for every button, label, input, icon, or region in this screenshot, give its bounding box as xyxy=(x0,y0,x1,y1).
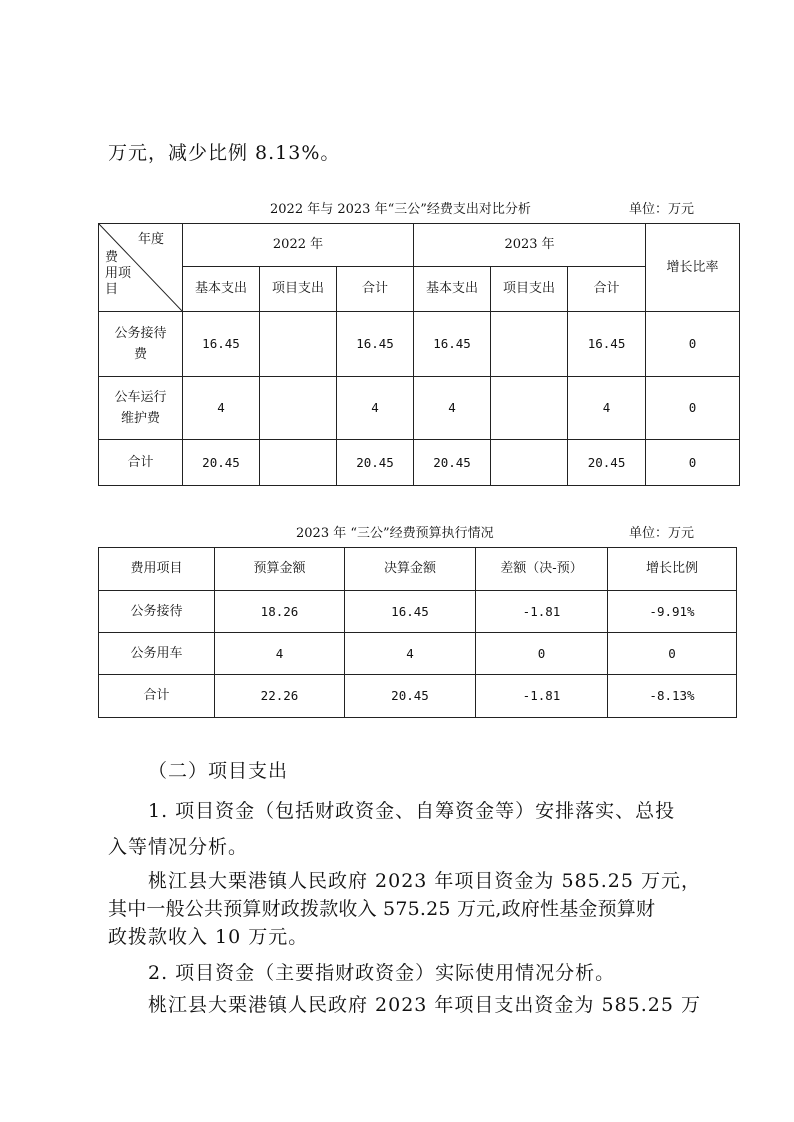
table-cell: 20.45 xyxy=(337,440,414,486)
table1-year-2023-header: 2023 年 xyxy=(414,224,646,267)
table-cell: 4 xyxy=(337,377,414,440)
paragraph-item1: 1. 项目资金（包括财政资金、自筹资金等）安排落实、总投 xyxy=(148,800,676,822)
table2-header: 决算金额 xyxy=(345,548,476,591)
three-public-comparison-table xyxy=(98,223,740,486)
table-cell xyxy=(260,440,337,486)
row-label: 公车运行 维护费 xyxy=(99,377,183,440)
row-label: 合计 xyxy=(99,440,183,486)
table2-header: 差额（决-预） xyxy=(476,548,608,591)
table-row xyxy=(99,312,740,377)
table-cell: 16.45 xyxy=(345,591,476,633)
table1-subheader: 项目支出 xyxy=(260,267,337,312)
table-cell: 20.45 xyxy=(568,440,646,486)
table-cell: 0 xyxy=(646,312,740,377)
table1-growth-header: 增长比率 xyxy=(646,224,740,312)
table2-title: 2023 年 “三公”经费预算执行情况 xyxy=(296,526,494,541)
table-cell: 16.45 xyxy=(568,312,646,377)
table1-subheader: 项目支出 xyxy=(491,267,568,312)
table-cell xyxy=(491,312,568,377)
paragraph-project-funds-line2: 其中一般公共预算财政拨款收入 575.25 万元,政府性基金预算财 xyxy=(108,898,656,920)
table2-header: 费用项目 xyxy=(99,548,215,591)
table-cell xyxy=(260,312,337,377)
table1-subheader: 合计 xyxy=(568,267,646,312)
table-cell: -9.91% xyxy=(608,591,737,633)
table-row xyxy=(99,377,740,440)
table-cell: 16.45 xyxy=(337,312,414,377)
paragraph-item1-continued: 入等情况分析。 xyxy=(108,836,249,858)
row-label: 公务用车 xyxy=(99,633,215,675)
paragraph-reduction-ratio: 万元，减少比例 8.13%。 xyxy=(108,142,341,164)
table-cell: 4 xyxy=(568,377,646,440)
table-cell: 16.45 xyxy=(183,312,260,377)
table-cell: 0 xyxy=(646,440,740,486)
table-cell: 0 xyxy=(646,377,740,440)
table-cell: 20.45 xyxy=(183,440,260,486)
table-row xyxy=(99,591,737,633)
table1-title: 2022 年与 2023 年“三公”经费支出对比分析 xyxy=(270,202,531,217)
table-row xyxy=(99,440,740,486)
paragraph-project-funds-line1: 桃江县大栗港镇人民政府 2023 年项目资金为 585.25 万元， xyxy=(148,870,701,892)
row-label: 公务接待 xyxy=(99,591,215,633)
table2-unit: 单位：万元 xyxy=(629,526,695,541)
table2-header: 预算金额 xyxy=(215,548,345,591)
three-public-budget-execution-table xyxy=(98,547,737,718)
table1-subheader: 基本支出 xyxy=(183,267,260,312)
table-cell: -1.81 xyxy=(476,591,608,633)
table-cell xyxy=(491,440,568,486)
table-cell: -8.13% xyxy=(608,675,737,718)
table-cell: 4 xyxy=(345,633,476,675)
table1-corner-year-label: 年度 xyxy=(138,232,165,247)
table-cell: 4 xyxy=(215,633,345,675)
section-heading-project-expenditure: （二）项目支出 xyxy=(148,760,289,782)
table1-unit: 单位：万元 xyxy=(629,202,695,217)
table1-subheader: 基本支出 xyxy=(414,267,491,312)
table-cell: 18.26 xyxy=(215,591,345,633)
table1-corner-item-label: 费 用项 目 xyxy=(105,250,132,297)
table1-corner-cell xyxy=(99,224,183,312)
row-label: 合计 xyxy=(99,675,215,718)
table-cell: 20.45 xyxy=(414,440,491,486)
table2-header: 增长比例 xyxy=(608,548,737,591)
paragraph-project-funds-line3: 政拨款收入 10 万元。 xyxy=(108,926,309,948)
table-cell: 4 xyxy=(183,377,260,440)
table1-year-2022-header: 2022 年 xyxy=(183,224,414,267)
table-row xyxy=(99,675,737,718)
table-cell xyxy=(491,377,568,440)
table-cell: 22.26 xyxy=(215,675,345,718)
paragraph-item2: 2. 项目资金（主要指财政资金）实际使用情况分析。 xyxy=(148,962,616,984)
paragraph-project-expenditure-line1: 桃江县大栗港镇人民政府 2023 年项目支出资金为 585.25 万 xyxy=(148,994,701,1016)
table-cell: 20.45 xyxy=(345,675,476,718)
table-cell: 4 xyxy=(414,377,491,440)
table-cell xyxy=(260,377,337,440)
table-cell: -1.81 xyxy=(476,675,608,718)
table-cell: 16.45 xyxy=(414,312,491,377)
table-cell: 0 xyxy=(608,633,737,675)
table-cell: 0 xyxy=(476,633,608,675)
row-label: 公务接待 费 xyxy=(99,312,183,377)
table1-subheader: 合计 xyxy=(337,267,414,312)
table-row xyxy=(99,633,737,675)
